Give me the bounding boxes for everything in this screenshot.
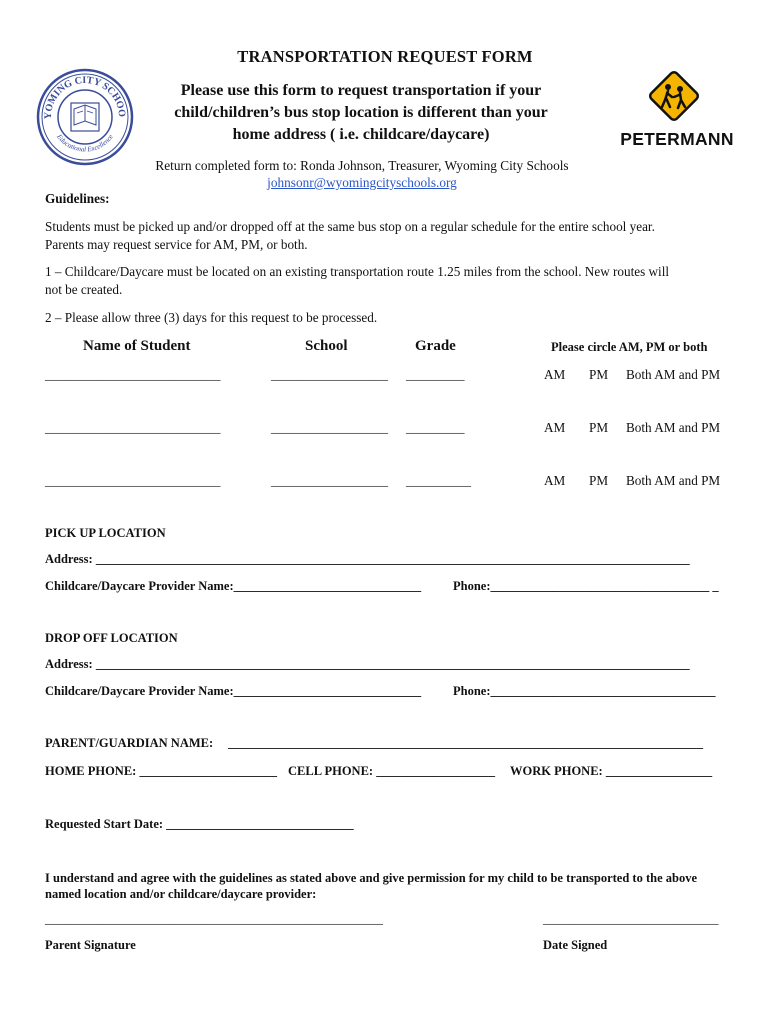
student-name-field[interactable]: ___________________________ [45,367,221,382]
student-school-field[interactable]: __________________ [271,473,388,488]
both-option[interactable]: Both AM and PM [626,420,721,435]
am-option[interactable]: AM [544,367,566,382]
student-name-field[interactable]: ___________________________ [45,473,221,488]
student-grade-field[interactable]: _________ [406,420,465,435]
student-grade-field[interactable]: _________ [406,367,465,382]
am-option[interactable]: AM [544,473,566,488]
dropoff-phone-field[interactable]: Phone:____________________________________ [453,684,716,698]
start-date-field[interactable]: Requested Start Date: ______________________________ [45,817,354,831]
email-link[interactable]: johnsonr@wyomingcityschools.org [267,175,457,190]
pm-option[interactable]: PM [589,367,609,382]
work-phone-field[interactable]: WORK PHONE: _________________ [510,764,713,778]
guidelines-heading: Guidelines: [45,191,110,206]
student-school-field[interactable]: __________________ [271,420,388,435]
school-header: School [305,338,348,354]
guidelines-paragraph-1: Students must be picked up and/or dropped off at the same bus stop on a regular schedule for the entire school year. Parents may request service for AM, PM, or both. [45,219,655,252]
parent-signature-label: Parent Signature [45,938,136,952]
guardian-name-label: PARENT/GUARDIAN NAME: [45,736,214,750]
date-signed-field[interactable]: ___________________________ [543,911,719,926]
pickup-provider-name-field[interactable]: Childcare/Daycare Provider Name:______________________________ [45,579,422,593]
agreement-text: I understand and agree with the guidelines as stated above and give permission for my child to be transported to the above named location and/or childcare/daycare provider: [45,871,697,901]
dropoff-address-field[interactable]: Address: _______________________________________________________________________________________________ [45,657,690,671]
pm-option[interactable]: PM [589,473,609,488]
pickup-heading: PICK UP LOCATION [45,526,166,540]
dropoff-heading: DROP OFF LOCATION [45,631,178,645]
petermann-logo-text: PETERMANN [620,129,734,149]
home-phone-field[interactable]: HOME PHONE: ______________________ [45,764,277,778]
date-signed-label: Date Signed [543,938,608,952]
pickup-address-field[interactable]: Address: _______________________________________________________________________________________________ [45,552,690,566]
school-crossing-sign-icon [645,67,703,125]
circle-instruction-header: Please circle AM, PM or both [551,340,708,354]
both-option[interactable]: Both AM and PM [626,367,721,382]
svg-text:Educational Excellence: Educational Excellence [55,132,115,154]
both-option[interactable]: Both AM and PM [626,473,721,488]
am-option[interactable]: AM [544,420,566,435]
svg-text:WYOMING CITY SCHOOLS: YOMING CITY SCHOO [42,74,128,120]
guidelines-paragraph-2: 1 – Childcare/Daycare must be located on an existing transportation route 1.25 miles from the school. New routes will not be created. [45,264,670,297]
return-instructions: Return completed form to: Ronda Johnson, Treasurer, Wyoming City Schools johnsonr@wyomingcityschools.org [155,158,569,190]
pickup-phone-field[interactable]: Phone:___________________________________ _ [453,579,719,593]
school-seal-logo [35,67,135,167]
dropoff-provider-name-field[interactable]: Childcare/Daycare Provider Name:______________________________ [45,684,422,698]
student-name-field[interactable]: ___________________________ [45,420,221,435]
guardian-name-field[interactable]: ____________________________________________________________________________ [228,736,703,750]
grade-header: Grade [415,338,456,354]
form-subtitle: Please use this form to request transportation if your child/children’s bus stop location is different than your home address ( i.e. childcare/daycare) [174,82,548,143]
student-grade-field[interactable]: __________ [406,473,471,488]
parent-signature-field[interactable]: ____________________________________________________ [45,911,383,926]
name-of-student-header: Name of Student [83,338,191,354]
guidelines-paragraph-3: 2 – Please allow three (3) days for this request to be processed. [45,310,378,325]
cell-phone-field[interactable]: CELL PHONE: ___________________ [288,764,495,778]
form-title: TRANSPORTATION REQUEST FORM [237,47,533,66]
pm-option[interactable]: PM [589,420,609,435]
student-school-field[interactable]: __________________ [271,367,388,382]
